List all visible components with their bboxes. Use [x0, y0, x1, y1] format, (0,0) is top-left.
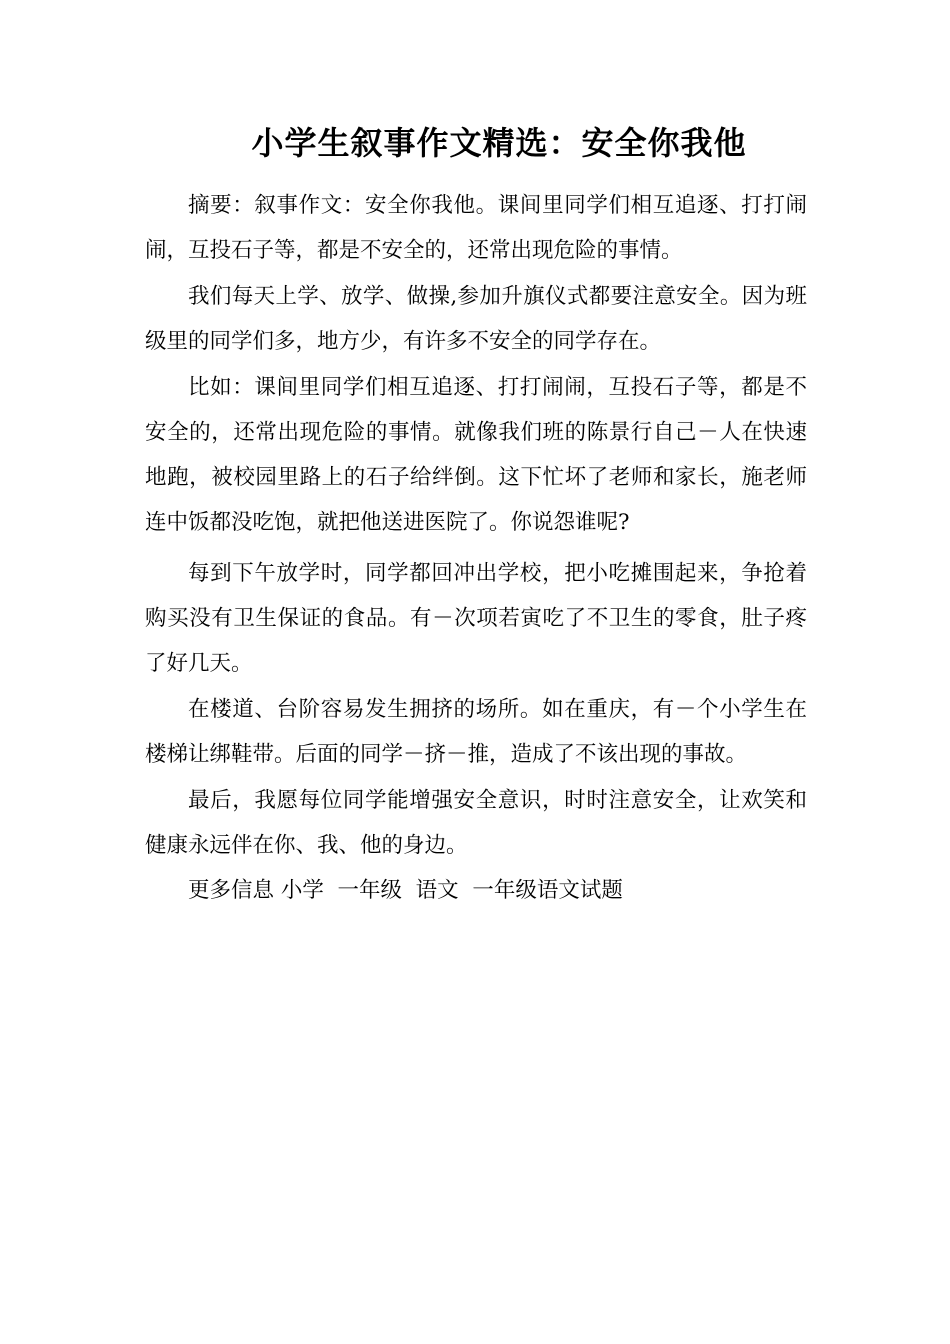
paragraph-daily-safety: 我们每天上学、放学、做操,参加升旗仪式都要注意安全。因为班级里的同学们多，地方少，有许多不安全的同学存在。 [145, 284, 807, 354]
more-info-line: 更多信息 小学 一年级 语文 一年级语文试题 [188, 878, 623, 903]
paragraph-abstract: 摘要：叙事作文：安全你我他。课间里同学们相互追逐、打打闹闹，互投石子等，都是不安全的，还常出现危险的事情。 [145, 193, 807, 263]
document-body [145, 183, 807, 913]
paragraph-snacks: 每到下午放学时，同学都回冲出学校，把小吃摊围起来，争抢着购买没有卫生保证的食品。有－次项若寅吃了不卫生的零食，肚子疼了好几天。 [145, 561, 807, 676]
paragraph-conclusion: 最后，我愿每位同学能增强安全意识，时时注意安全，让欢笑和健康永远伴在你、我、他的身边。 [145, 788, 807, 858]
paragraph-stairs: 在楼道、台阶容易发生拥挤的场所。如在重庆，有－个小学生在楼梯让绑鞋带。后面的同学－挤－推，造成了不该出现的事故。 [145, 697, 807, 767]
paragraph-example: 比如：课间里同学们相互追逐、打打闹闹，互投石子等，都是不安全的，还常出现危险的事情。就像我们班的陈景行自己－人在快速地跑，被校园里路上的石子给绊倒。这下忙坏了老师和家长，施老师连中饭都没吃饱，就把他送进医院了。你说怨谁呢? [145, 375, 807, 535]
document-title: 小学生叙事作文精选：安全你我他 [251, 124, 747, 162]
